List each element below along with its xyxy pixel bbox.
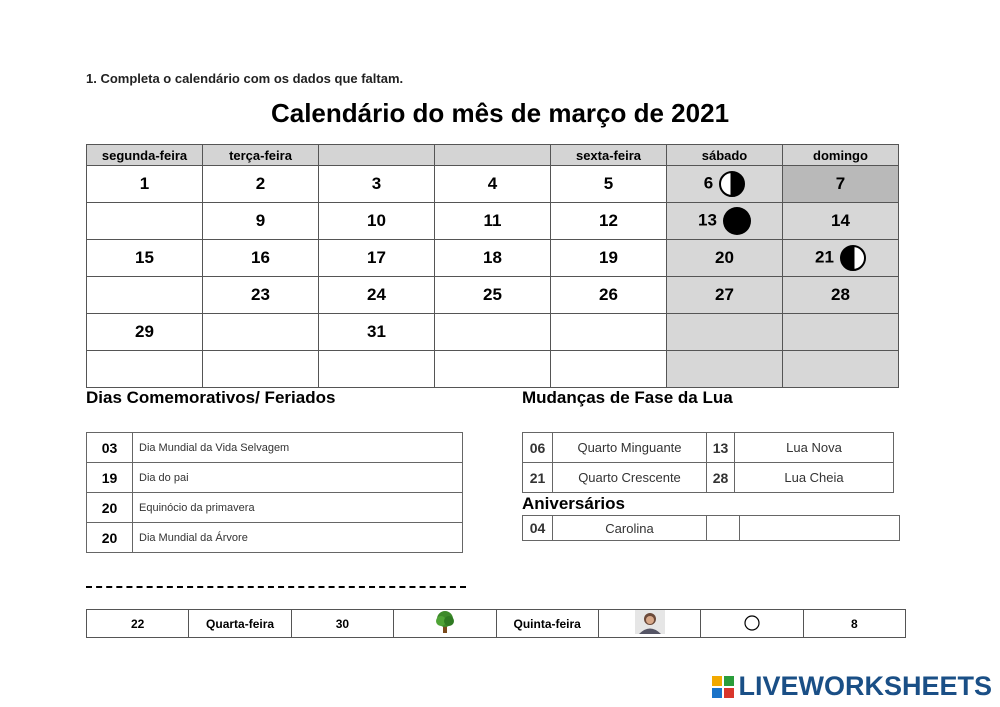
day-cell: 16 (203, 240, 319, 277)
day-cell-blank (667, 314, 783, 351)
phase-name: Lua Cheia (735, 463, 894, 493)
moon-phases-title: Mudanças de Fase da Lua (522, 388, 733, 407)
holiday-text: Dia do pai (133, 463, 463, 493)
liveworksheets-logo (712, 671, 992, 702)
holiday-day: 03 (87, 433, 133, 463)
birthdays-table (522, 515, 900, 541)
header-cell: sexta-feira (551, 145, 667, 166)
phase-name: Quarto Crescente (553, 463, 707, 493)
day-cell-blank (667, 351, 783, 388)
holiday-text: Dia Mundial da Vida Selvagem (133, 433, 463, 463)
day-cell-blank (783, 314, 899, 351)
day-cell: 3 (319, 166, 435, 203)
person-photo (635, 610, 665, 634)
table-row (523, 516, 900, 541)
day-cell: 10 (319, 203, 435, 240)
day-cell: 25 (435, 277, 551, 314)
page-title: Calendário do mês de março de 2021 (270, 98, 730, 128)
header-cell: domingo (783, 145, 899, 166)
calendar-table (86, 144, 899, 388)
day-cell: 28 (783, 277, 899, 314)
answer-chip[interactable]: Quarta-feira (189, 610, 291, 638)
header-cell: sábado (667, 145, 783, 166)
answer-chip[interactable]: 30 (291, 610, 393, 638)
week-row (87, 314, 899, 351)
birthday-blank[interactable] (707, 516, 740, 541)
week-row (87, 203, 899, 240)
day-cell: 12 (551, 203, 667, 240)
day-cell: 13 (667, 203, 783, 240)
holiday-text: Dia Mundial da Árvore (133, 523, 463, 553)
phase-name: Quarto Minguante (553, 433, 707, 463)
answer-chip[interactable]: 8 (803, 610, 905, 638)
day-cell: 1 (87, 166, 203, 203)
day-cell-blank[interactable] (87, 277, 203, 314)
day-cell-blank (551, 351, 667, 388)
table-row (87, 493, 463, 523)
day-cell-blank (551, 314, 667, 351)
day-cell: 27 (667, 277, 783, 314)
dashed-divider (86, 586, 466, 588)
day-cell: 21 (783, 240, 899, 277)
day-cell: 9 (203, 203, 319, 240)
holidays-table (86, 432, 463, 553)
phase-day: 21 (523, 463, 553, 493)
day-cell-blank[interactable] (87, 203, 203, 240)
header-cell-blank[interactable] (435, 145, 551, 166)
table-row (87, 463, 463, 493)
answer-chip[interactable]: Quinta-feira (496, 610, 598, 638)
holiday-day: 20 (87, 523, 133, 553)
day-cell-blank (203, 351, 319, 388)
answer-chip-tree[interactable] (394, 610, 496, 638)
moon-phases-table (522, 432, 894, 493)
answer-chip-photo[interactable] (598, 610, 700, 638)
logo-text: LIVEWORKSHEETS (738, 671, 992, 701)
day-cell: 29 (87, 314, 203, 351)
day-cell: 7 (783, 166, 899, 203)
day-cell: 2 (203, 166, 319, 203)
week-row (87, 166, 899, 203)
day-cell: 20 (667, 240, 783, 277)
week-row (87, 351, 899, 388)
day-cell: 6 (667, 166, 783, 203)
day-cell: 14 (783, 203, 899, 240)
table-row (87, 523, 463, 553)
birthday-day: 04 (523, 516, 553, 541)
circle-icon (743, 614, 761, 632)
day-cell-blank (783, 351, 899, 388)
week-row (87, 240, 899, 277)
day-cell: 11 (435, 203, 551, 240)
phase-day: 13 (707, 433, 735, 463)
holiday-day: 20 (87, 493, 133, 523)
day-cell-blank (87, 351, 203, 388)
tree-icon (434, 610, 456, 634)
table-row (87, 433, 463, 463)
day-cell-blank (435, 314, 551, 351)
day-cell: 15 (87, 240, 203, 277)
day-cell-blank (319, 351, 435, 388)
holiday-day: 19 (87, 463, 133, 493)
phase-name: Lua Nova (735, 433, 894, 463)
holiday-text: Equinócio da primavera (133, 493, 463, 523)
header-cell: terça-feira (203, 145, 319, 166)
answer-chip[interactable]: 22 (87, 610, 189, 638)
day-cell-blank (435, 351, 551, 388)
waning-moon-icon (719, 171, 745, 197)
waxing-moon-icon (840, 245, 866, 271)
day-cell-blank[interactable] (203, 314, 319, 351)
day-cell: 31 (319, 314, 435, 351)
logo-mark-icon (712, 676, 734, 698)
birthday-name: Carolina (553, 516, 707, 541)
table-row (523, 463, 894, 493)
day-cell: 18 (435, 240, 551, 277)
new-moon-icon (723, 207, 751, 235)
answer-bank (86, 609, 906, 638)
day-cell: 26 (551, 277, 667, 314)
birthdays-title: Aniversários (522, 494, 625, 513)
header-cell-blank[interactable] (319, 145, 435, 166)
birthday-blank[interactable] (740, 516, 900, 541)
day-cell: 5 (551, 166, 667, 203)
week-row (87, 277, 899, 314)
table-row (523, 433, 894, 463)
phase-day: 06 (523, 433, 553, 463)
day-cell: 4 (435, 166, 551, 203)
answer-chip-circle[interactable] (701, 610, 803, 638)
holidays-title: Dias Comemorativos/ Feriados (86, 388, 336, 407)
day-cell: 23 (203, 277, 319, 314)
header-cell: segunda-feira (87, 145, 203, 166)
phase-day: 28 (707, 463, 735, 493)
instruction-text: 1. Completa o calendário com os dados que faltam. (86, 71, 404, 86)
day-cell: 24 (319, 277, 435, 314)
day-cell: 19 (551, 240, 667, 277)
day-cell: 17 (319, 240, 435, 277)
